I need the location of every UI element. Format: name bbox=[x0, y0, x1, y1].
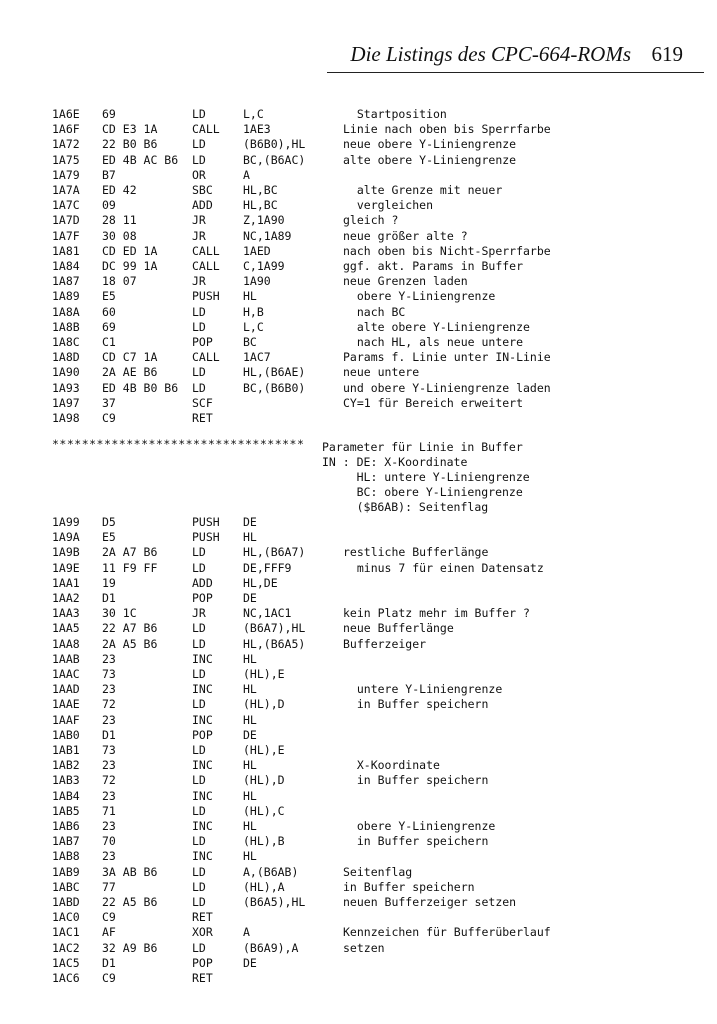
comment-line: Parameter für Linie in Buffer bbox=[322, 440, 523, 454]
comment: nach BC bbox=[343, 304, 406, 319]
mnemonic: LD bbox=[192, 834, 206, 849]
comment: neuen Bufferzeiger setzen bbox=[343, 895, 517, 909]
hex-bytes: C1 bbox=[102, 335, 116, 349]
hex-bytes: 73 bbox=[102, 743, 116, 757]
hex-bytes: 23 bbox=[102, 651, 116, 666]
mnemonic: LD bbox=[192, 365, 206, 380]
address: 1A8D bbox=[52, 350, 80, 365]
operand: (HL),D bbox=[243, 697, 285, 712]
mnemonic: LD bbox=[192, 636, 206, 651]
hex-bytes: 2A A7 B6 bbox=[102, 545, 158, 560]
hex-bytes: 72 bbox=[102, 697, 116, 712]
operand: HL bbox=[243, 530, 257, 545]
comment: neue untere bbox=[343, 365, 420, 380]
comment: und obere Y-Liniengrenze laden bbox=[343, 380, 551, 395]
operand: (B6A7),HL bbox=[243, 621, 306, 636]
mnemonic: LD bbox=[192, 940, 206, 955]
address: 1AB9 bbox=[52, 864, 80, 879]
mnemonic: POP bbox=[192, 591, 213, 605]
address: 1A93 bbox=[52, 380, 80, 395]
mnemonic: LD bbox=[192, 879, 206, 894]
operand: HL,(B6A5) bbox=[243, 636, 306, 651]
address: 1A9E bbox=[52, 560, 80, 575]
hex-bytes: 23 bbox=[102, 712, 116, 727]
header-rule bbox=[327, 72, 704, 73]
comment: CY=1 für Bereich erweitert bbox=[343, 395, 524, 410]
comment-line: ($B6AB): Seitenflag bbox=[322, 500, 489, 514]
mnemonic: LD bbox=[192, 107, 206, 121]
hex-bytes: ED 42 bbox=[102, 183, 137, 197]
operand: BC bbox=[243, 335, 257, 349]
operand: HL,(B6A7) bbox=[243, 545, 306, 560]
comment: Kennzeichen für Bufferüberlauf bbox=[343, 925, 551, 940]
mnemonic: CALL bbox=[192, 259, 220, 273]
operand: DE bbox=[243, 591, 257, 605]
address: 1AB1 bbox=[52, 743, 80, 757]
comment: Linie nach oben bis Sperrfarbe bbox=[343, 122, 551, 137]
mnemonic: LD bbox=[192, 304, 206, 319]
comment: Params f. Linie unter IN-Linie bbox=[343, 350, 551, 365]
address: 1AB3 bbox=[52, 773, 80, 788]
comment-line: HL: untere Y-Liniengrenze bbox=[322, 470, 530, 484]
address: 1A7C bbox=[52, 198, 80, 213]
address: 1AAF bbox=[52, 712, 80, 727]
operand: HL,BC bbox=[243, 198, 278, 213]
mnemonic: JR bbox=[192, 213, 206, 228]
address: 1A6F bbox=[52, 122, 80, 137]
operand: DE,FFF9 bbox=[243, 560, 292, 575]
address: 1AA2 bbox=[52, 591, 80, 605]
mnemonic: PUSH bbox=[192, 515, 220, 529]
address: 1AAC bbox=[52, 667, 80, 681]
mnemonic: LD bbox=[192, 895, 206, 909]
hex-bytes: 2A AE B6 bbox=[102, 365, 158, 380]
comment-line: BC: obere Y-Liniengrenze bbox=[322, 485, 523, 499]
address: 1ABC bbox=[52, 879, 80, 894]
address: 1AB4 bbox=[52, 788, 80, 803]
hex-bytes: 30 08 bbox=[102, 228, 137, 243]
comment: ggf. akt. Params in Buffer bbox=[343, 259, 524, 273]
comment: alte obere Y-Liniengrenze bbox=[343, 152, 517, 167]
address: 1A79 bbox=[52, 167, 80, 182]
address: 1A7F bbox=[52, 228, 80, 243]
mnemonic: CALL bbox=[192, 243, 220, 258]
mnemonic: INC bbox=[192, 651, 213, 666]
operand: A bbox=[243, 925, 250, 940]
address: 1A72 bbox=[52, 137, 80, 152]
operand: H,B bbox=[243, 304, 264, 319]
hex-bytes: 23 bbox=[102, 758, 116, 773]
address: 1AC5 bbox=[52, 955, 80, 970]
mnemonic: LD bbox=[192, 743, 206, 757]
hex-bytes: 70 bbox=[102, 834, 116, 849]
hex-bytes: 28 11 bbox=[102, 213, 137, 228]
hex-bytes: 69 bbox=[102, 319, 116, 334]
operand: C,1A99 bbox=[243, 259, 285, 273]
comment: neue Grenzen laden bbox=[343, 274, 468, 289]
mnemonic: LD bbox=[192, 545, 206, 560]
comment-line: IN : DE: X-Koordinate bbox=[322, 455, 468, 469]
operand: HL bbox=[243, 682, 257, 697]
hex-bytes: 22 B0 B6 bbox=[102, 137, 158, 152]
mnemonic: LD bbox=[192, 864, 206, 879]
operand: (B6B0),HL bbox=[243, 137, 306, 152]
operand: (HL),B bbox=[243, 834, 285, 849]
comment: in Buffer speichern bbox=[343, 697, 489, 712]
mnemonic: INC bbox=[192, 758, 213, 773]
comment: X-Koordinate bbox=[343, 758, 440, 773]
mnemonic: POP bbox=[192, 955, 213, 970]
mnemonic: LD bbox=[192, 697, 206, 712]
hex-bytes: CD C7 1A bbox=[102, 350, 158, 365]
mnemonic: JR bbox=[192, 228, 206, 243]
address: 1A7D bbox=[52, 213, 80, 228]
hex-bytes: C9 bbox=[102, 910, 116, 925]
operand: (B6A5),HL bbox=[243, 895, 306, 909]
hex-bytes: B7 bbox=[102, 167, 116, 182]
hex-bytes: D5 bbox=[102, 515, 116, 529]
hex-bytes: CD ED 1A bbox=[102, 243, 158, 258]
operand: BC,(B6B0) bbox=[243, 380, 306, 395]
comment: nach HL, als neue untere bbox=[343, 335, 524, 349]
mnemonic: ADD bbox=[192, 198, 213, 213]
address: 1AA1 bbox=[52, 575, 80, 590]
mnemonic: INC bbox=[192, 712, 213, 727]
address: 1A8C bbox=[52, 335, 80, 349]
address: 1A84 bbox=[52, 259, 80, 273]
address: 1AA5 bbox=[52, 621, 80, 636]
comment: alte obere Y-Liniengrenze bbox=[343, 319, 530, 334]
operand: 1AC7 bbox=[243, 350, 271, 365]
mnemonic: JR bbox=[192, 274, 206, 289]
hex-bytes: DC 99 1A bbox=[102, 259, 158, 273]
address: 1A8A bbox=[52, 304, 80, 319]
operand: 1A90 bbox=[243, 274, 271, 289]
comment: neue obere Y-Liniengrenze bbox=[343, 137, 517, 152]
comment: nach oben bis Nicht-Sperrfarbe bbox=[343, 243, 551, 258]
operand: (HL),E bbox=[243, 743, 285, 757]
mnemonic: CALL bbox=[192, 122, 220, 137]
comment: Startposition bbox=[343, 107, 447, 121]
address: 1AC0 bbox=[52, 910, 80, 925]
address: 1A98 bbox=[52, 411, 80, 425]
mnemonic: LD bbox=[192, 667, 206, 681]
mnemonic: LD bbox=[192, 773, 206, 788]
hex-bytes: 72 bbox=[102, 773, 116, 788]
comment: neue größer alte ? bbox=[343, 228, 468, 243]
address: 1A87 bbox=[52, 274, 80, 289]
comment: restliche Bufferlänge bbox=[343, 545, 489, 560]
hex-bytes: ED 4B B0 B6 bbox=[102, 380, 179, 395]
comment: vergleichen bbox=[343, 198, 434, 213]
operand: NC,1A89 bbox=[243, 228, 292, 243]
hex-bytes: 09 bbox=[102, 198, 116, 213]
address: 1A8B bbox=[52, 319, 80, 334]
operand: HL bbox=[243, 849, 257, 864]
mnemonic: RET bbox=[192, 411, 213, 425]
mnemonic: JR bbox=[192, 606, 206, 621]
mnemonic: CALL bbox=[192, 350, 220, 365]
address: 1A6E bbox=[52, 107, 80, 121]
address: 1AC1 bbox=[52, 925, 80, 940]
hex-bytes: 11 F9 FF bbox=[102, 560, 158, 575]
mnemonic: LD bbox=[192, 137, 206, 152]
hex-bytes: 22 A5 B6 bbox=[102, 895, 158, 909]
operand: (HL),A bbox=[243, 879, 285, 894]
hex-bytes: 69 bbox=[102, 107, 116, 121]
operand: HL bbox=[243, 712, 257, 727]
address: 1AAD bbox=[52, 682, 80, 697]
address: 1AB7 bbox=[52, 834, 80, 849]
hex-bytes: C9 bbox=[102, 411, 116, 425]
hex-bytes: 71 bbox=[102, 803, 116, 818]
comment: in Buffer speichern bbox=[343, 773, 489, 788]
operand: Z,1A90 bbox=[243, 213, 285, 228]
comment: minus 7 für einen Datensatz bbox=[343, 560, 544, 575]
mnemonic: XOR bbox=[192, 925, 213, 940]
comment: untere Y-Liniengrenze bbox=[343, 682, 503, 697]
address: 1AAB bbox=[52, 651, 80, 666]
hex-bytes: 73 bbox=[102, 667, 116, 681]
comment: in Buffer speichern bbox=[343, 834, 489, 849]
operand: (HL),E bbox=[243, 667, 285, 681]
hex-bytes: E5 bbox=[102, 289, 116, 304]
separator-line: ********************************** bbox=[52, 437, 305, 451]
address: 1AB8 bbox=[52, 849, 80, 864]
mnemonic: LD bbox=[192, 380, 206, 395]
hex-bytes: E5 bbox=[102, 530, 116, 545]
address: 1A81 bbox=[52, 243, 80, 258]
mnemonic: INC bbox=[192, 788, 213, 803]
mnemonic: LD bbox=[192, 319, 206, 334]
comment: setzen bbox=[343, 940, 385, 955]
operand: HL,BC bbox=[243, 183, 278, 197]
operand: HL,DE bbox=[243, 575, 278, 590]
comment: obere Y-Liniengrenze bbox=[343, 819, 496, 833]
hex-bytes: 23 bbox=[102, 682, 116, 697]
hex-bytes: 3A AB B6 bbox=[102, 864, 158, 879]
address: 1ABD bbox=[52, 895, 80, 909]
address: 1AA3 bbox=[52, 606, 80, 621]
operand: HL bbox=[243, 651, 257, 666]
address: 1A9A bbox=[52, 530, 80, 545]
hex-bytes: CD E3 1A bbox=[102, 122, 158, 137]
hex-bytes: 60 bbox=[102, 304, 116, 319]
comment: alte Grenze mit neuer bbox=[343, 183, 503, 197]
comment: obere Y-Liniengrenze bbox=[343, 289, 496, 304]
mnemonic: INC bbox=[192, 849, 213, 864]
operand: BC,(B6AC) bbox=[243, 152, 306, 167]
operand: A bbox=[243, 167, 250, 182]
running-title: Die Listings des CPC-664-ROMs bbox=[350, 42, 631, 66]
mnemonic: INC bbox=[192, 819, 213, 833]
mnemonic: PUSH bbox=[192, 289, 220, 304]
operand: (HL),C bbox=[243, 803, 285, 818]
operand: HL bbox=[243, 758, 257, 773]
mnemonic: LD bbox=[192, 803, 206, 818]
address: 1AB0 bbox=[52, 727, 80, 742]
operand: A,(B6AB) bbox=[243, 864, 299, 879]
operand: (B6A9),A bbox=[243, 940, 299, 955]
operand: HL bbox=[243, 788, 257, 803]
operand: L,C bbox=[243, 319, 264, 334]
mnemonic: LD bbox=[192, 621, 206, 636]
operand: (HL),D bbox=[243, 773, 285, 788]
address: 1AA8 bbox=[52, 636, 80, 651]
operand: DE bbox=[243, 515, 257, 529]
mnemonic: POP bbox=[192, 335, 213, 349]
hex-bytes: D1 bbox=[102, 727, 116, 742]
address: 1AB5 bbox=[52, 803, 80, 818]
mnemonic: POP bbox=[192, 727, 213, 742]
mnemonic: PUSH bbox=[192, 530, 220, 545]
hex-bytes: 23 bbox=[102, 849, 116, 864]
operand: 1AED bbox=[243, 243, 271, 258]
mnemonic: RET bbox=[192, 971, 213, 985]
address: 1A89 bbox=[52, 289, 80, 304]
comment: gleich ? bbox=[343, 213, 399, 228]
hex-bytes: 77 bbox=[102, 879, 116, 894]
hex-bytes: 30 1C bbox=[102, 606, 137, 621]
hex-bytes: 2A A5 B6 bbox=[102, 636, 158, 651]
address: 1AC6 bbox=[52, 971, 80, 985]
hex-bytes: 32 A9 B6 bbox=[102, 940, 158, 955]
mnemonic: INC bbox=[192, 682, 213, 697]
operand: DE bbox=[243, 727, 257, 742]
mnemonic: LD bbox=[192, 152, 206, 167]
operand: L,C bbox=[243, 107, 264, 121]
hex-bytes: ED 4B AC B6 bbox=[102, 152, 179, 167]
comment: kein Platz mehr im Buffer ? bbox=[343, 606, 530, 621]
mnemonic: OR bbox=[192, 167, 206, 182]
parameter-comment-block bbox=[322, 440, 530, 515]
operand: HL bbox=[243, 819, 257, 833]
address: 1A7A bbox=[52, 183, 80, 197]
address: 1AAE bbox=[52, 697, 80, 712]
address: 1AB6 bbox=[52, 819, 80, 833]
hex-bytes: 37 bbox=[102, 395, 116, 410]
operand: HL bbox=[243, 289, 257, 304]
address: 1AC2 bbox=[52, 940, 80, 955]
hex-bytes: 18 07 bbox=[102, 274, 137, 289]
address: 1A9B bbox=[52, 545, 80, 560]
comment: Seitenflag bbox=[343, 864, 413, 879]
hex-bytes: 22 A7 B6 bbox=[102, 621, 158, 636]
address: 1A97 bbox=[52, 395, 80, 410]
hex-bytes: D1 bbox=[102, 955, 116, 970]
hex-bytes: D1 bbox=[102, 591, 116, 605]
hex-bytes: 23 bbox=[102, 819, 116, 833]
mnemonic: ADD bbox=[192, 575, 213, 590]
operand: DE bbox=[243, 955, 257, 970]
address: 1A75 bbox=[52, 152, 80, 167]
hex-bytes: C9 bbox=[102, 971, 116, 985]
operand: 1AE3 bbox=[243, 122, 271, 137]
operand: HL,(B6AE) bbox=[243, 365, 306, 380]
address: 1A90 bbox=[52, 365, 80, 380]
operand: NC,1AC1 bbox=[243, 606, 292, 621]
hex-bytes: 19 bbox=[102, 575, 116, 590]
mnemonic: LD bbox=[192, 560, 206, 575]
address: 1AB2 bbox=[52, 758, 80, 773]
comment: neue Bufferlänge bbox=[343, 621, 454, 636]
hex-bytes: 23 bbox=[102, 788, 116, 803]
page-number: 619 bbox=[651, 42, 683, 66]
mnemonic: RET bbox=[192, 910, 213, 925]
comment: Bufferzeiger bbox=[343, 636, 427, 651]
hex-bytes: AF bbox=[102, 925, 116, 940]
address: 1A99 bbox=[52, 515, 80, 529]
comment: in Buffer speichern bbox=[343, 879, 475, 894]
mnemonic: SCF bbox=[192, 395, 213, 410]
mnemonic: SBC bbox=[192, 183, 213, 197]
